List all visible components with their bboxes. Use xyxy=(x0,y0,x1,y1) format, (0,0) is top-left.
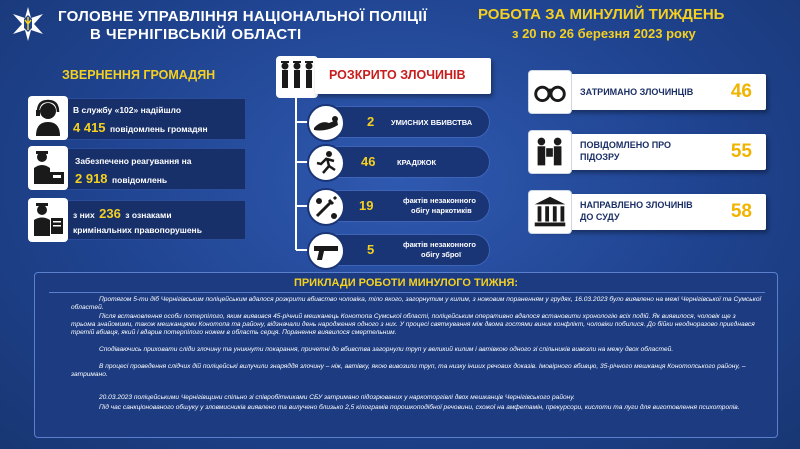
examples-title: ПРИКЛАДИ РОБОТИ МИНУЛОГО ТИЖНЯ: xyxy=(293,277,519,289)
week-dates: з 20 по 26 березня 2023 року xyxy=(512,26,696,41)
operator-headset-icon xyxy=(28,96,68,140)
police-officer-car-icon xyxy=(28,146,68,190)
appeals-response-value xyxy=(75,170,167,188)
crime-item-murders xyxy=(310,106,490,138)
header xyxy=(0,0,800,52)
police-officer-document-icon xyxy=(28,198,68,242)
stat-court-number: 58 xyxy=(730,201,752,222)
appeals-102-suffix: повідомлень громадян xyxy=(110,124,208,134)
appeals-card-response xyxy=(64,148,246,190)
crime-weapons-label2: обігу зброї xyxy=(421,250,462,259)
crime-drugs-label2: обігу наркотиків xyxy=(411,206,472,215)
appeals-102-value xyxy=(73,119,208,137)
appeals-criminal-text: з ознаками xyxy=(125,210,172,220)
header-title-line1: ГОЛОВНЕ УПРАВЛІННЯ НАЦІОНАЛЬНОЇ ПОЛІЦІЇ xyxy=(58,8,428,25)
police-emblem-icon xyxy=(10,6,46,42)
crime-item-weapons xyxy=(310,234,490,266)
stat-court-label1: НАПРАВЛЕНО ЗЛОЧИНІВ xyxy=(580,200,693,210)
stat-detained xyxy=(532,74,766,110)
examples-paragraph-1: Протягом 5-ти діб Чернігівським поліцейським вдалося розкрити вбивство чоловіка, тіло якого, загорнутим у килим, з ножовим пораненням у грудях, 16.03.2023 було виявлено на межі Чернігівської та Сумської областей. xyxy=(71,296,761,312)
crime-thefts-number: 46 xyxy=(361,154,376,169)
stat-detained-number: 46 xyxy=(730,81,752,102)
crime-drugs-number: 19 xyxy=(359,198,374,213)
crimes-heading: РОЗКРИТО ЗЛОЧИНІВ xyxy=(329,68,466,82)
examples-panel xyxy=(34,272,778,438)
appeals-102-number: 4 415 xyxy=(73,120,106,135)
crime-item-thefts xyxy=(310,146,490,178)
appeals-response-text: Забезпечено реагування на xyxy=(75,156,192,166)
appeals-heading: ЗВЕРНЕННЯ ГРОМАДЯН xyxy=(62,68,216,82)
body-outline-icon xyxy=(307,104,345,142)
crime-drugs-label1: фактів незаконного xyxy=(403,196,476,205)
appeals-102-text: В службу «102» надійшло xyxy=(73,105,182,115)
stat-court xyxy=(532,194,766,230)
appeals-criminal-line1 xyxy=(73,205,172,223)
courthouse-icon xyxy=(528,190,572,234)
stat-suspicion-label1: ПОВІДОМЛЕНО ПРО xyxy=(580,140,672,150)
examples-paragraph-2: Після встановлення особи потерпілого, яким виявився 45-річний мешканець Конотопа Сумської області, поліцейським оперативно вдалося встановити хронологію всіх подій. Як виявилося, чоловік ще з трьома знайомими, також мешканцями Конотопа та району, відзначали день народження одного з них. У процесі святкування між двома гостями виник конфлікт, чоловіки побилися. До бійки неодноразово приєднався третій вбивця, який і вдарив потерпілого ножем в область серця. Поранення виявилося смертельним. xyxy=(71,313,755,337)
police-officers-group-icon xyxy=(276,56,318,98)
crime-weapons-label1: фактів незаконного xyxy=(403,240,476,249)
examples-paragraph-3: Сподіваючись приховати сліди злочину та уникнути покарання, причетні до вбивства загорнули труп у великий килим і автівкою одного зі спільників вивезли на межу двох областей. xyxy=(99,346,674,353)
appeals-criminal-number: 236 xyxy=(99,206,121,221)
crime-weapons-number: 5 xyxy=(367,242,375,257)
examples-paragraph-5: 20.03.2023 поліцейськими Чернігівщини спільно зі співробітниками СБУ затримано підозрюваних у наркоторгівлі двох мешканців Чернігівського району. xyxy=(99,394,575,401)
week-title: РОБОТА ЗА МИНУЛИЙ ТИЖДЕНЬ xyxy=(478,6,725,23)
appeals-criminal-prefix: з них xyxy=(73,210,95,220)
officer-suspect-icon xyxy=(528,130,572,174)
syringe-icon xyxy=(307,188,345,226)
crime-murders-label: УМИСНИХ ВБИВСТВА xyxy=(391,118,473,127)
header-title-line2: В ЧЕРНІГІВСЬКІЙ ОБЛАСТІ xyxy=(90,26,302,43)
crime-thefts-label: КРАДІЖОК xyxy=(397,158,437,167)
appeals-card-criminal xyxy=(64,200,246,240)
examples-divider xyxy=(49,292,765,293)
appeals-response-suffix: повідомлень xyxy=(112,175,168,185)
appeals-criminal-text2: кримінальних правопорушень xyxy=(73,225,202,235)
examples-paragraph-4: В процесі проведення слідчих дій поліцейські вилучили знаряддя злочину – ніж, автівку, якою вивозили труп, та низку інших речових доказів. Імовірного вбивцю, 35-річного мешканця Конотопського району, – затримано. xyxy=(71,363,746,379)
running-thief-icon xyxy=(307,144,345,182)
stat-suspicion-number: 55 xyxy=(730,141,752,162)
crime-item-drugs xyxy=(310,190,490,222)
crimes-heading-card xyxy=(315,58,491,94)
stat-suspicion-label2: ПІДОЗРУ xyxy=(580,152,620,162)
pistol-icon xyxy=(307,232,345,270)
stat-court-label2: ДО СУДУ xyxy=(580,212,620,222)
examples-paragraph-6: Під час санкціонованого обшуку у зловмисників виявлено та вилучено близько 2,5 кілограмів порошкоподібної речовини, схожої на амфетамін, прекурсори, кислоти та луги для виготовлення психотропів. xyxy=(99,404,740,411)
appeals-card-102 xyxy=(64,98,246,140)
appeals-response-number: 2 918 xyxy=(75,171,108,186)
stat-suspicion xyxy=(532,134,766,170)
handcuffs-icon xyxy=(528,70,572,114)
stat-detained-label: ЗАТРИМАНО ЗЛОЧИНЦІВ xyxy=(580,87,694,97)
crime-murders-number: 2 xyxy=(367,114,375,129)
